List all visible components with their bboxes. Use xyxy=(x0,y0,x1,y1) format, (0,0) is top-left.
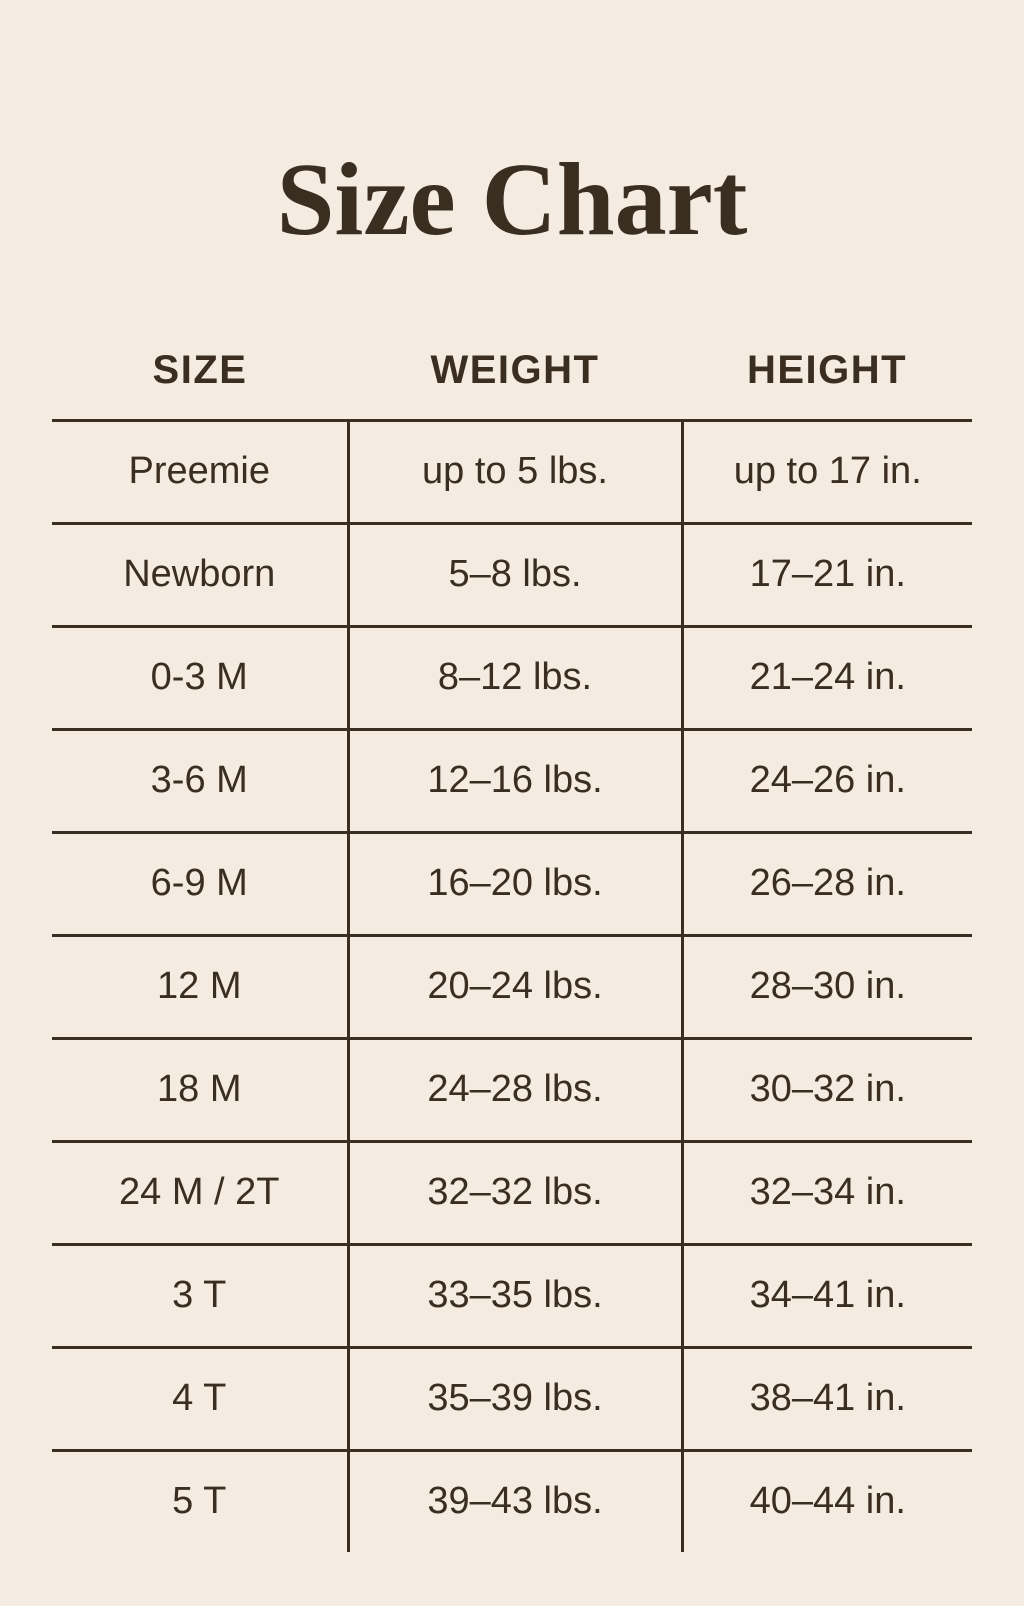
cell-height: 28–30 in. xyxy=(682,935,972,1038)
table-row xyxy=(52,523,972,626)
size-chart-table-container xyxy=(52,338,972,1552)
cell-weight: 39–43 lbs. xyxy=(348,1450,682,1552)
table-body xyxy=(52,420,972,1552)
cell-weight: 5–8 lbs. xyxy=(348,523,682,626)
cell-height: 26–28 in. xyxy=(682,832,972,935)
column-header-weight: WEIGHT xyxy=(430,347,600,392)
cell-weight: 33–35 lbs. xyxy=(348,1244,682,1347)
cell-weight: 32–32 lbs. xyxy=(348,1141,682,1244)
table-header-row xyxy=(52,338,972,421)
size-chart-table xyxy=(52,338,972,1552)
table-row xyxy=(52,626,972,729)
cell-height: 32–34 in. xyxy=(682,1141,972,1244)
cell-size: Newborn xyxy=(52,523,348,626)
column-header-size: SIZE xyxy=(152,347,248,392)
column-header-height: HEIGHT xyxy=(746,347,908,392)
cell-size: Preemie xyxy=(52,420,348,523)
page-title: Size Chart xyxy=(276,141,748,257)
cell-size: 18 M xyxy=(52,1038,348,1141)
cell-height: 34–41 in. xyxy=(682,1244,972,1347)
size-chart-page xyxy=(0,70,1024,1606)
cell-weight: 8–12 lbs. xyxy=(348,626,682,729)
table-row xyxy=(52,1038,972,1141)
cell-weight: 20–24 lbs. xyxy=(348,935,682,1038)
cell-weight: 24–28 lbs. xyxy=(348,1038,682,1141)
cell-size: 5 T xyxy=(52,1450,348,1552)
cell-size: 24 M / 2T xyxy=(52,1141,348,1244)
cell-size: 3 T xyxy=(52,1244,348,1347)
cell-height: up to 17 in. xyxy=(682,420,972,523)
table-row xyxy=(52,420,972,523)
cell-height: 21–24 in. xyxy=(682,626,972,729)
table-row xyxy=(52,935,972,1038)
cell-height: 38–41 in. xyxy=(682,1347,972,1450)
cell-size: 0-3 M xyxy=(52,626,348,729)
cell-weight: up to 5 lbs. xyxy=(348,420,682,523)
table-row xyxy=(52,1244,972,1347)
table-row xyxy=(52,1141,972,1244)
cell-weight: 12–16 lbs. xyxy=(348,729,682,832)
cell-size: 3-6 M xyxy=(52,729,348,832)
table-row xyxy=(52,729,972,832)
table-row xyxy=(52,832,972,935)
cell-weight: 16–20 lbs. xyxy=(348,832,682,935)
table-row xyxy=(52,1347,972,1450)
cell-size: 6-9 M xyxy=(52,832,348,935)
table-row xyxy=(52,1450,972,1552)
cell-height: 40–44 in. xyxy=(749,1480,906,1523)
table-header xyxy=(52,338,972,421)
cell-size: 4 T xyxy=(52,1347,348,1450)
cell-height: 24–26 in. xyxy=(682,729,972,832)
cell-height: 30–32 in. xyxy=(682,1038,972,1141)
cell-size: 12 M xyxy=(52,935,348,1038)
cell-weight: 35–39 lbs. xyxy=(348,1347,682,1450)
cell-height: 17–21 in. xyxy=(682,523,972,626)
